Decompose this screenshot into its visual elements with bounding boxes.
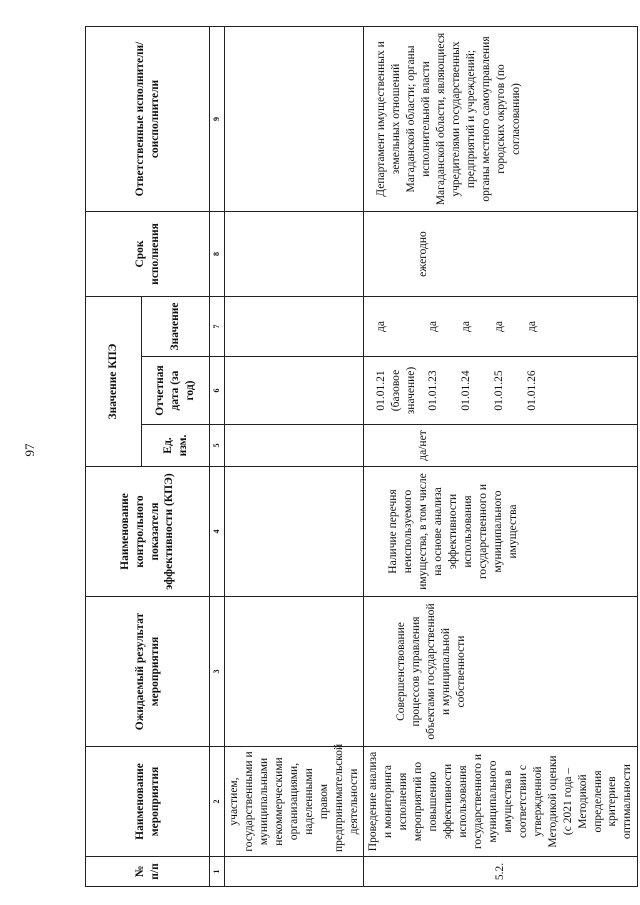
responsible-text: Департамент имущественных и земельных отношений Магаданской области; органы исполнительной власти Магаданской области, являющиеся учредителями государственных предприятий и учреждений; органы местного самоуправления городских округов (по согласованию) (364, 27, 638, 212)
col-number: 9 (210, 27, 225, 212)
column-numbers-row (210, 27, 225, 887)
table-row-5-2 (364, 27, 638, 887)
col-number: 4 (210, 467, 225, 597)
continuation-row (225, 27, 364, 887)
header-row-1 (86, 27, 142, 887)
kpe-value: да (526, 321, 539, 332)
continuation-activity-text: участием, государственными и муниципальными некоммерческими организациями, наделенными правом предпринимательской деятельности (225, 747, 364, 857)
kpe-value: да (427, 321, 440, 332)
report-date: 01.01.26 (526, 370, 539, 411)
kpe-value: да (493, 321, 506, 332)
col-number: 8 (210, 212, 225, 297)
rotated-table-container (85, 27, 634, 887)
header-date: Отчетная дата (за год) (142, 357, 210, 425)
page-number: 97 (22, 443, 37, 457)
kpe-values (364, 297, 638, 357)
header-responsible: Ответственные исполнители/ соисполнители (86, 27, 210, 212)
header-term: Срок исполнения (86, 212, 210, 297)
report-dates (364, 357, 638, 425)
col-number: 1 (210, 857, 225, 887)
report-date: 01.01.24 (460, 370, 473, 411)
header-kpe-value-group: Значение КПЭ (86, 297, 142, 467)
report-date: 01.01.25 (493, 370, 506, 411)
header-value: Значение (142, 297, 210, 357)
header-result: Ожидаемый результат мероприятия (86, 597, 210, 747)
kpe-value: да (375, 321, 388, 332)
col-number: 5 (210, 425, 225, 467)
col-number: 7 (210, 297, 225, 357)
header-unit: Ед. изм. (142, 425, 210, 467)
header-activity: Наименование мероприятия (86, 747, 210, 857)
row-number: 5.2. (364, 857, 638, 887)
report-date: 01.01.21 (базовое значение) (375, 366, 418, 415)
col-number: 6 (210, 357, 225, 425)
col-number: 3 (210, 597, 225, 747)
activity-text: Проведение анализа и мониторинга исполнения мероприятий по повышению эффективности использования государственного и муниципального имущества в соответствии с утвержденной Методикой оценки (с 2021 года – Методикой определения критериев оптимальности (364, 747, 638, 857)
header-num: № п/п (86, 857, 210, 887)
header-kpe: Наименование контрольного показателя эффективности (КПЭ) (86, 467, 210, 597)
term-text: ежегодно (364, 212, 638, 297)
kpe-name-text: Наличие перечня неиспользуемого имущества, в том числе на основе анализа эффективности использования государственного и муниципального имущества (364, 467, 638, 597)
kpe-value: да (460, 321, 473, 332)
activities-table (85, 26, 638, 887)
col-number: 2 (210, 747, 225, 857)
unit-text: да/нет (364, 425, 638, 467)
expected-result-text: Совершенствование процессов управления объектами государственной и муниципальной собственности (364, 597, 638, 747)
report-date: 01.01.23 (427, 370, 440, 411)
